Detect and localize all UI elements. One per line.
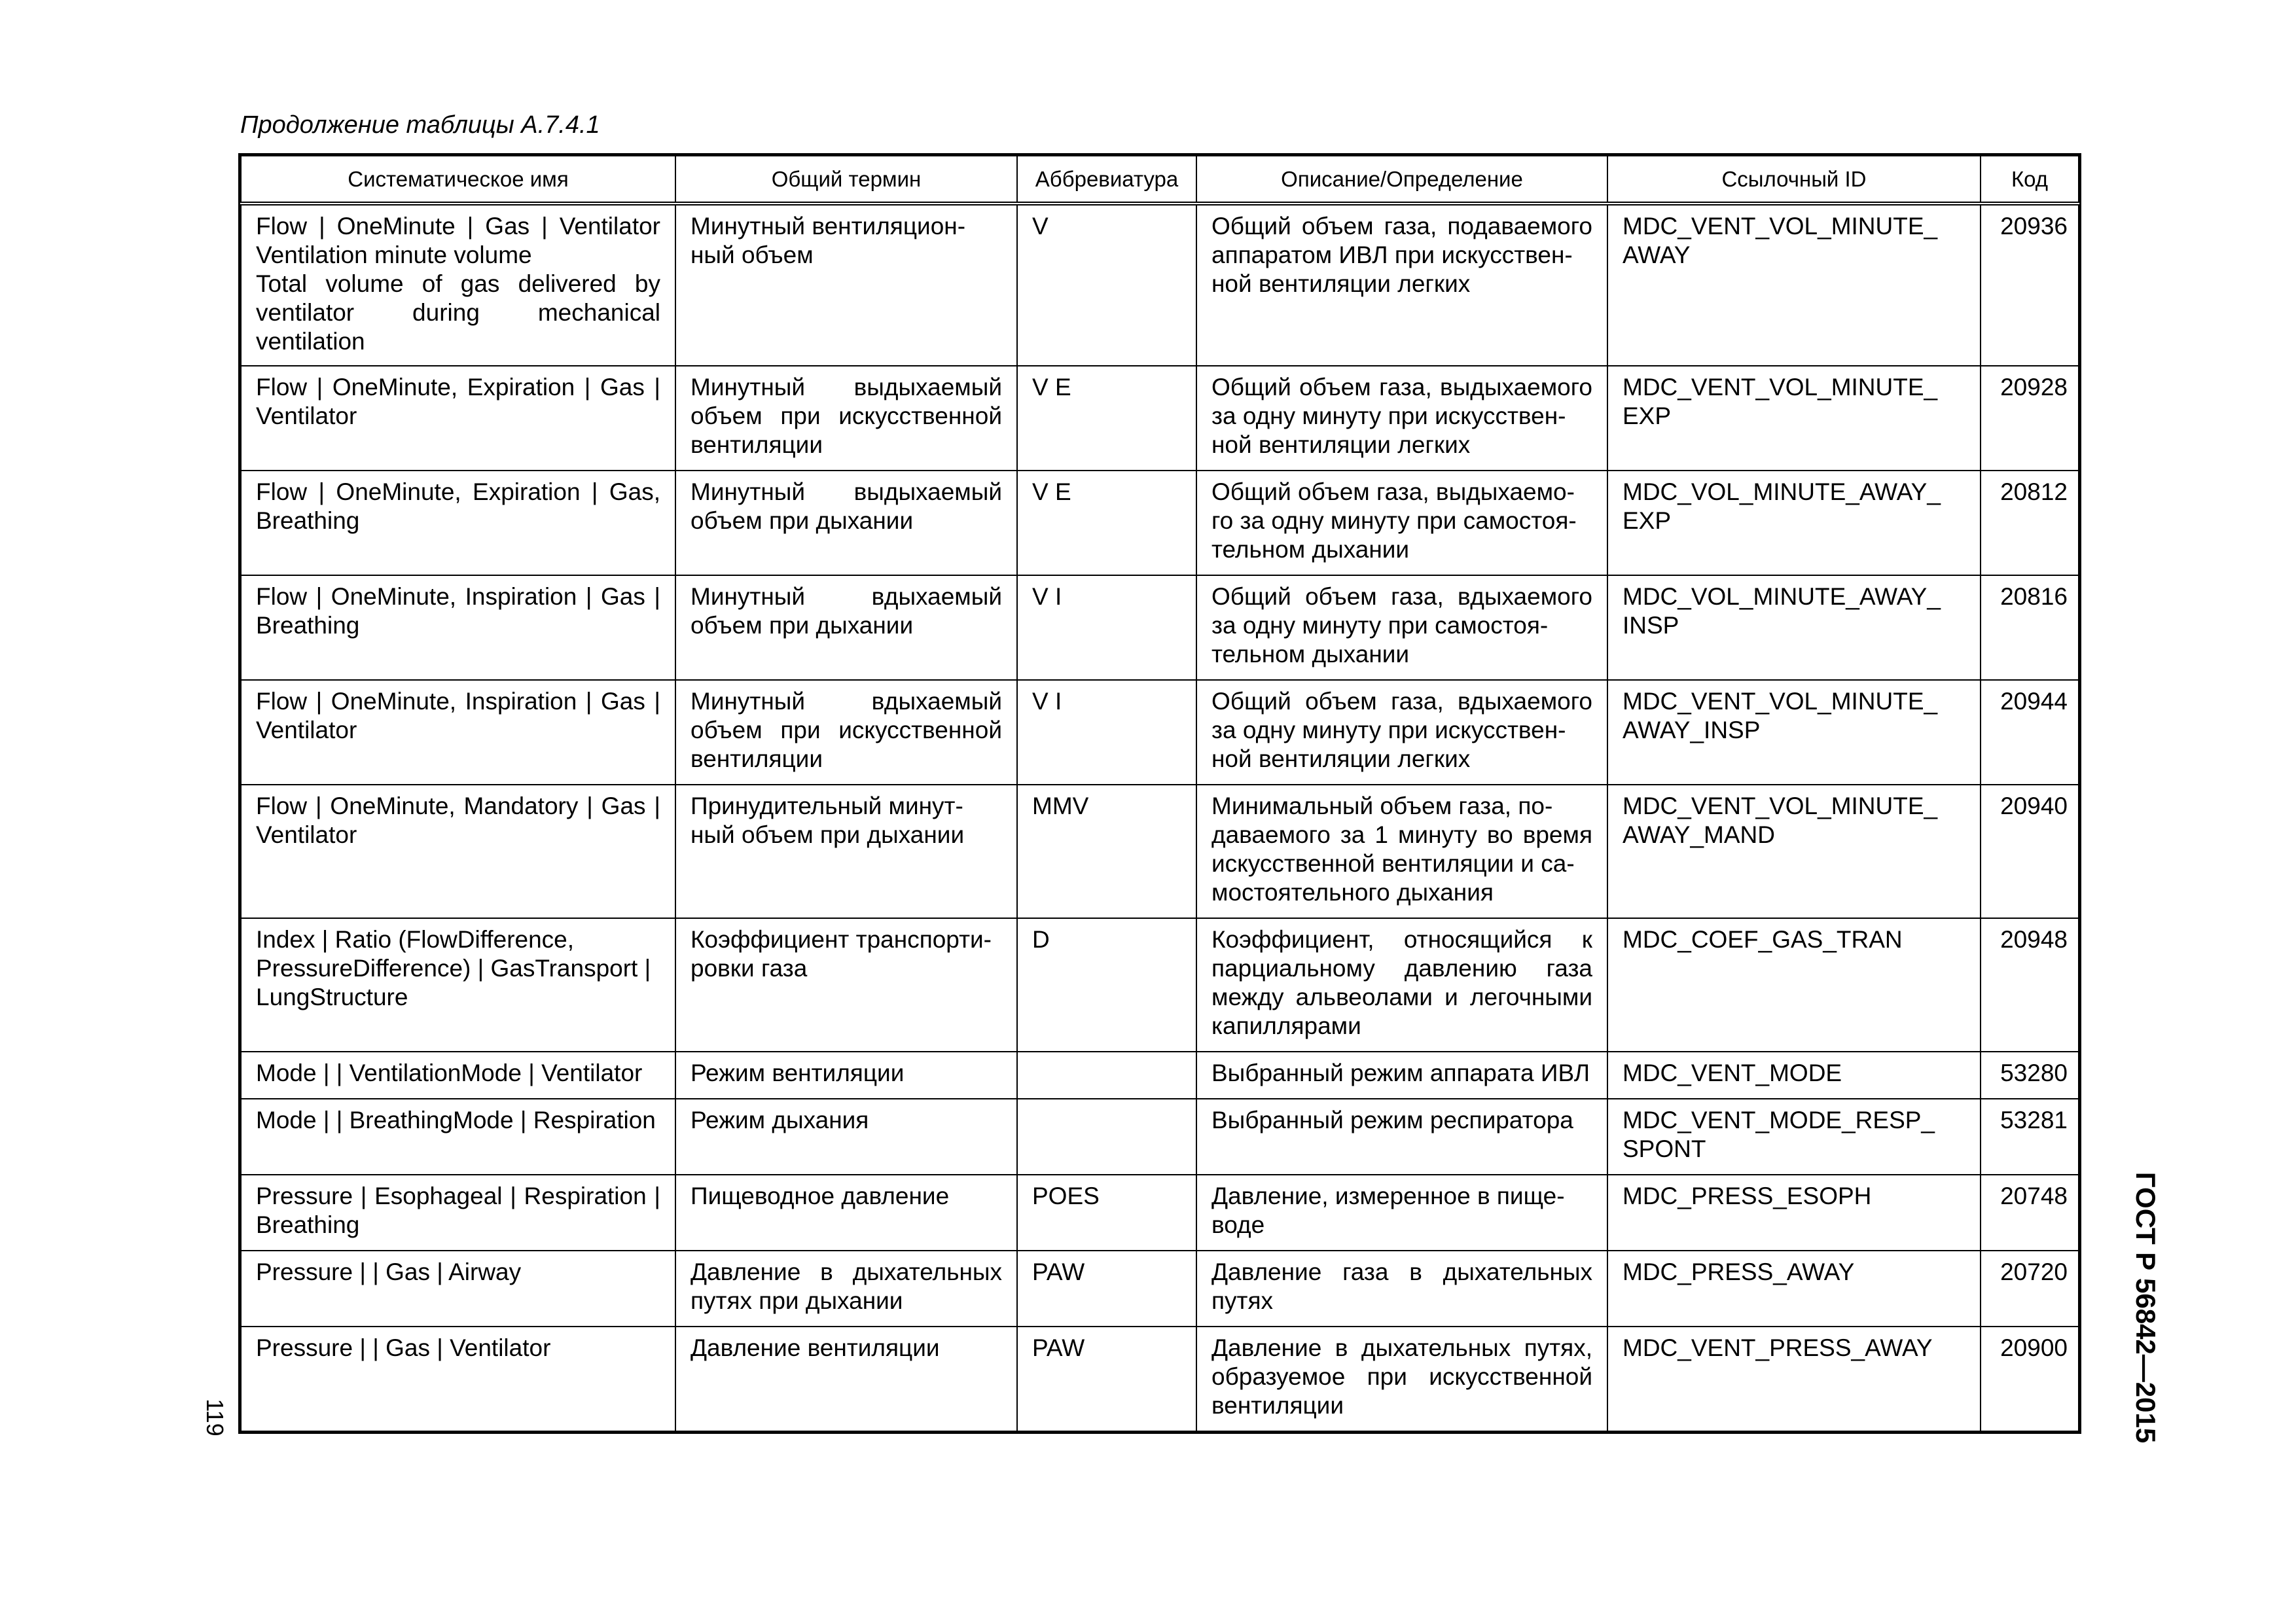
cell-description: Общий объем газа, подаваемого аппаратом ИВЛ при искусствен- ной вентиляции легких [1196, 204, 1607, 366]
header-reference-id: Ссылочный ID [1607, 156, 1981, 204]
cell-abbreviation: D [1017, 918, 1196, 1052]
cell-description: Минимальный объем газа, по- даваемого за 1 минуту во время искусственной вентиляции и са- мостоятельного дыхания [1196, 785, 1607, 918]
cell-common-term: Минутный выдыхаемый объем при искусственной вентиляции [675, 366, 1017, 471]
cell-reference-id: MDC_PRESS_ESOPH [1607, 1175, 1981, 1251]
cell-abbreviation [1017, 1052, 1196, 1099]
cell-systematic-name: Flow | OneMinute, Inspiration | Gas | Breathing [241, 575, 675, 680]
cell-systematic-name: Flow | OneMinute, Expiration | Gas | Ventilator [241, 366, 675, 471]
header-description: Описание/Определение [1196, 156, 1607, 204]
cell-systematic-name: Flow | OneMinute, Mandatory | Gas | Ventilator [241, 785, 675, 918]
table-row [241, 680, 2079, 785]
table-row [241, 1327, 2079, 1431]
header-abbreviation: Аббревиатура [1017, 156, 1196, 204]
cell-code: 20812 [1981, 471, 2079, 575]
cell-code: 20940 [1981, 785, 2079, 918]
cell-reference-id: MDC_PRESS_AWAY [1607, 1251, 1981, 1327]
cell-abbreviation: V I [1017, 680, 1196, 785]
standard-number: ГОСТ Р 56842—2015 [2130, 1171, 2161, 1444]
cell-common-term: Режим вентиляции [675, 1052, 1017, 1099]
header-systematic-name: Систематическое имя [241, 156, 675, 204]
cell-abbreviation: PAW [1017, 1251, 1196, 1327]
cell-common-term: Минутный вдыхаемый объем при искусственной вентиляции [675, 680, 1017, 785]
cell-systematic-name: Pressure | | Gas | Ventilator [241, 1327, 675, 1431]
cell-systematic-name: Flow | OneMinute | Gas | Ventilator Ventilation minute volume Total volume of gas delivered by ventilator during mechanical ventilation [241, 204, 675, 366]
cell-abbreviation [1017, 1099, 1196, 1175]
cell-reference-id: MDC_VOL_MINUTE_AWAY_ INSP [1607, 575, 1981, 680]
header-code: Код [1981, 156, 2079, 204]
cell-abbreviation: V [1017, 204, 1196, 366]
cell-systematic-name: Pressure | Esophageal | Respiration | Breathing [241, 1175, 675, 1251]
cell-reference-id: MDC_VENT_MODE_RESP_ SPONT [1607, 1099, 1981, 1175]
cell-common-term: Режим дыхания [675, 1099, 1017, 1175]
cell-reference-id: MDC_VENT_PRESS_AWAY [1607, 1327, 1981, 1431]
cell-abbreviation: V E [1017, 471, 1196, 575]
table-row [241, 204, 2079, 366]
cell-description: Коэффициент, относящийся к парциальному давлению газа между альвеолами и легочными капиллярами [1196, 918, 1607, 1052]
cell-systematic-name: Pressure | | Gas | Airway [241, 1251, 675, 1327]
cell-code: 20748 [1981, 1175, 2079, 1251]
cell-reference-id: MDC_VENT_MODE [1607, 1052, 1981, 1099]
cell-description: Давление газа в дыхательных путях [1196, 1251, 1607, 1327]
cell-reference-id: MDC_VENT_VOL_MINUTE_ EXP [1607, 366, 1981, 471]
cell-systematic-name: Mode | | BreathingMode | Respiration [241, 1099, 675, 1175]
table-row [241, 1251, 2079, 1327]
table-row [241, 471, 2079, 575]
cell-common-term: Минутный выдыхаемый объем при дыхании [675, 471, 1017, 575]
cell-reference-id: MDC_VOL_MINUTE_AWAY_ EXP [1607, 471, 1981, 575]
cell-description: Выбранный режим аппарата ИВЛ [1196, 1052, 1607, 1099]
cell-code: 53280 [1981, 1052, 2079, 1099]
cell-reference-id: MDC_VENT_VOL_MINUTE_ AWAY [1607, 204, 1981, 366]
table-row [241, 1099, 2079, 1175]
cell-abbreviation: PAW [1017, 1327, 1196, 1431]
cell-systematic-name: Index | Ratio (FlowDifference, PressureDifference) | GasTransport | LungStructure [241, 918, 675, 1052]
cell-reference-id: MDC_VENT_VOL_MINUTE_ AWAY_INSP [1607, 680, 1981, 785]
cell-code: 20948 [1981, 918, 2079, 1052]
cell-code: 20944 [1981, 680, 2079, 785]
header-common-term: Общий термин [675, 156, 1017, 204]
cell-code: 20936 [1981, 204, 2079, 366]
cell-systematic-name: Flow | OneMinute, Expiration | Gas, Breathing [241, 471, 675, 575]
cell-systematic-name: Flow | OneMinute, Inspiration | Gas | Ventilator [241, 680, 675, 785]
cell-abbreviation: V E [1017, 366, 1196, 471]
cell-common-term: Минутный вдыхаемый объем при дыхании [675, 575, 1017, 680]
cell-abbreviation: POES [1017, 1175, 1196, 1251]
table-row [241, 575, 2079, 680]
cell-description: Выбранный режим респиратора [1196, 1099, 1607, 1175]
cell-common-term: Давление в дыхательных путях при дыхании [675, 1251, 1017, 1327]
cell-description: Общий объем газа, вдыхаемого за одну минуту при искусствен- ной вентиляции легких [1196, 680, 1607, 785]
cell-reference-id: MDC_COEF_GAS_TRAN [1607, 918, 1981, 1052]
table-row [241, 918, 2079, 1052]
table-row [241, 1052, 2079, 1099]
cell-description: Общий объем газа, выдыхаемо- го за одну минуту при самостоя- тельном дыхании [1196, 471, 1607, 575]
cell-common-term: Пищеводное давление [675, 1175, 1017, 1251]
table-row [241, 1175, 2079, 1251]
table-header-row [241, 156, 2079, 204]
cell-abbreviation: V I [1017, 575, 1196, 680]
cell-code: 20816 [1981, 575, 2079, 680]
cell-description: Общий объем газа, выдыхаемого за одну минуту при искусствен- ной вентиляции легких [1196, 366, 1607, 471]
cell-code: 53281 [1981, 1099, 2079, 1175]
cell-description: Общий объем газа, вдыхаемого за одну минуту при самостоя- тельном дыхании [1196, 575, 1607, 680]
table-caption: Продолжение таблицы А.7.4.1 [240, 111, 600, 139]
page-number: 119 [202, 1399, 228, 1436]
cell-code: 20928 [1981, 366, 2079, 471]
table-row [241, 785, 2079, 918]
cell-common-term: Давление вентиляции [675, 1327, 1017, 1431]
terms-table [240, 155, 2079, 1432]
cell-reference-id: MDC_VENT_VOL_MINUTE_ AWAY_MAND [1607, 785, 1981, 918]
cell-abbreviation: MMV [1017, 785, 1196, 918]
cell-code: 20900 [1981, 1327, 2079, 1431]
cell-common-term: Минутный вентиляцион- ный объем [675, 204, 1017, 366]
cell-systematic-name: Mode | | VentilationMode | Ventilator [241, 1052, 675, 1099]
table-row [241, 366, 2079, 471]
cell-code: 20720 [1981, 1251, 2079, 1327]
cell-description: Давление, измеренное в пище- воде [1196, 1175, 1607, 1251]
cell-common-term: Коэффициент транспорти- ровки газа [675, 918, 1017, 1052]
cell-description: Давление в дыхательных путях, образуемое при искусственной вентиляции [1196, 1327, 1607, 1431]
cell-common-term: Принудительный минут- ный объем при дыхании [675, 785, 1017, 918]
